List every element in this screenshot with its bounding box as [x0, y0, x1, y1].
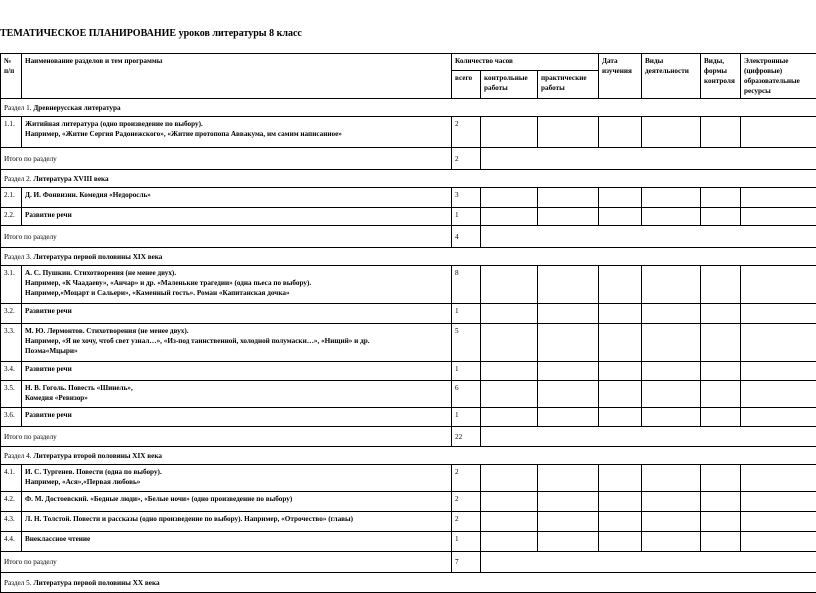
empty-cell	[538, 324, 599, 362]
empty-cell	[741, 208, 816, 226]
header-activities: Виды деятельности	[642, 54, 701, 99]
empty-cell	[642, 381, 701, 408]
empty-cell	[642, 266, 701, 304]
topic-row	[1, 465, 816, 492]
topic-name	[22, 465, 452, 492]
topic-num: 4.2.	[1, 492, 22, 512]
topic-name	[22, 512, 452, 532]
empty-cell	[599, 532, 642, 552]
topic-row	[1, 304, 816, 324]
empty-cell	[481, 381, 538, 408]
topic-num: 3.4.	[1, 362, 22, 381]
empty-cell	[481, 188, 538, 208]
section-label: Раздел 4.	[4, 452, 32, 460]
section-name: Литература второй половины XIX века	[33, 452, 162, 460]
topic-num: 4.4.	[1, 532, 22, 552]
topic-hours: 2	[452, 465, 481, 492]
empty-cell	[642, 512, 701, 532]
header-resources: Электронные (цифровые) образовательные ресурсы	[741, 54, 816, 99]
empty-cell	[642, 492, 701, 512]
subtotal-empty	[481, 226, 816, 248]
topic-num: 3.1.	[1, 266, 22, 304]
empty-cell	[701, 408, 741, 427]
header-hours: Количество часов	[452, 54, 599, 71]
empty-cell	[741, 381, 816, 408]
subtotal-row	[1, 427, 816, 447]
topic-num: 1.1.	[1, 117, 22, 148]
topic-hours: 2	[452, 492, 481, 512]
section-name: Литература XVIII века	[33, 175, 108, 183]
topic-name	[22, 208, 452, 226]
empty-cell	[538, 492, 599, 512]
empty-cell	[538, 532, 599, 552]
empty-cell	[538, 266, 599, 304]
subtotal-row	[1, 148, 816, 170]
empty-cell	[701, 492, 741, 512]
empty-cell	[538, 208, 599, 226]
empty-cell	[701, 532, 741, 552]
empty-cell	[741, 465, 816, 492]
topic-name	[22, 492, 452, 512]
empty-cell	[481, 304, 538, 324]
empty-cell	[642, 117, 701, 148]
empty-cell	[481, 208, 538, 226]
section-cell	[1, 573, 816, 593]
topic-line: Развитие речи	[25, 306, 448, 316]
topic-line: Развитие речи	[25, 210, 448, 220]
header-date: Дата изучения	[599, 54, 642, 99]
subtotal-hours: 22	[452, 427, 481, 447]
topic-row	[1, 324, 816, 362]
empty-cell	[741, 408, 816, 427]
topic-line: Н. В. Гоголь. Повесть «Шинель»,	[25, 383, 448, 393]
topic-num: 3.6.	[1, 408, 22, 427]
section-label: Раздел 2.	[4, 175, 32, 183]
section-row	[1, 248, 816, 266]
empty-cell	[741, 532, 816, 552]
subtotal-hours: 4	[452, 226, 481, 248]
empty-cell	[538, 465, 599, 492]
empty-cell	[538, 304, 599, 324]
topic-hours: 6	[452, 381, 481, 408]
empty-cell	[701, 362, 741, 381]
subtotal-empty	[481, 427, 816, 447]
empty-cell	[599, 408, 642, 427]
topic-row	[1, 532, 816, 552]
topic-name	[22, 381, 452, 408]
topic-line: Например,«Моцарт и Сальери», «Каменный гость». Роман «Капитанская дочка»	[25, 288, 448, 298]
topic-num: 3.2.	[1, 304, 22, 324]
topic-num: 4.1.	[1, 465, 22, 492]
topic-line: Развитие речи	[25, 410, 448, 420]
topic-hours: 1	[452, 532, 481, 552]
topic-hours: 1	[452, 208, 481, 226]
empty-cell	[599, 304, 642, 324]
section-label: Раздел 5.	[4, 579, 32, 587]
empty-cell	[642, 304, 701, 324]
topic-hours: 5	[452, 324, 481, 362]
empty-cell	[701, 117, 741, 148]
empty-cell	[538, 188, 599, 208]
topic-name	[22, 532, 452, 552]
empty-cell	[642, 362, 701, 381]
topic-row	[1, 188, 816, 208]
empty-cell	[701, 208, 741, 226]
empty-cell	[642, 532, 701, 552]
topic-num: 2.1.	[1, 188, 22, 208]
topic-name	[22, 188, 452, 208]
empty-cell	[481, 266, 538, 304]
empty-cell	[538, 117, 599, 148]
topic-hours: 1	[452, 304, 481, 324]
header-control: контрольные работы	[481, 71, 538, 99]
topic-line: Комедия «Ревизор»	[25, 393, 448, 403]
empty-cell	[741, 188, 816, 208]
empty-cell	[741, 492, 816, 512]
topic-line: Ф. М. Достоевский. «Бедные люди», «Белые ночи» (одно произведение по выбору)	[25, 494, 448, 504]
empty-cell	[701, 465, 741, 492]
empty-cell	[741, 117, 816, 148]
topic-num: 3.3.	[1, 324, 22, 362]
topic-num: 4.3.	[1, 512, 22, 532]
topic-num: 3.5.	[1, 381, 22, 408]
topic-line: Например, «Житие Сергия Радонежского», «Житие протопопа Аввакума, им самим написанное»	[25, 129, 448, 139]
topic-name	[22, 362, 452, 381]
empty-cell	[701, 266, 741, 304]
header-forms: Виды, формы контроля	[701, 54, 741, 99]
section-name: Литература первой половины XIX века	[33, 253, 162, 261]
section-row	[1, 447, 816, 465]
topic-hours: 8	[452, 266, 481, 304]
topic-row	[1, 266, 816, 304]
subtotal-empty	[481, 552, 816, 573]
empty-cell	[642, 208, 701, 226]
empty-cell	[481, 362, 538, 381]
topic-hours: 3	[452, 188, 481, 208]
section-cell	[1, 170, 816, 188]
empty-cell	[538, 512, 599, 532]
subtotal-label: Итого по разделу	[1, 226, 452, 248]
empty-cell	[538, 362, 599, 381]
header-total: всего	[452, 71, 481, 99]
empty-cell	[599, 492, 642, 512]
topic-line: Внеклассное чтение	[25, 534, 448, 544]
section-cell	[1, 447, 816, 465]
topic-row	[1, 381, 816, 408]
section-cell	[1, 248, 816, 266]
section-row	[1, 99, 816, 117]
header-num: № п/п	[1, 54, 22, 99]
empty-cell	[599, 117, 642, 148]
topic-line: М. Ю. Лермонтов. Стихотворения (не менее двух).	[25, 326, 448, 336]
topic-line: Житийная литература (одно произведение по выбору).	[25, 119, 448, 129]
empty-cell	[481, 465, 538, 492]
empty-cell	[481, 492, 538, 512]
section-cell	[1, 99, 816, 117]
section-row	[1, 170, 816, 188]
subtotal-empty	[481, 148, 816, 170]
subtotal-label: Итого по разделу	[1, 552, 452, 573]
section-name: Древнерусская литература	[33, 104, 120, 112]
empty-cell	[538, 381, 599, 408]
empty-cell	[642, 188, 701, 208]
empty-cell	[481, 408, 538, 427]
section-row	[1, 573, 816, 593]
topic-line: Д. И. Фонвизин. Комедия «Недоросль»	[25, 190, 448, 200]
empty-cell	[701, 512, 741, 532]
subtotal-hours: 7	[452, 552, 481, 573]
topic-row	[1, 362, 816, 381]
empty-cell	[538, 408, 599, 427]
topic-line: Например, «Я не хочу, чтоб свет узнал…», «Из-под таинственной, холодной полумаски…», «Нищий» и др.	[25, 336, 448, 346]
topic-hours: 2	[452, 117, 481, 148]
empty-cell	[741, 512, 816, 532]
empty-cell	[701, 324, 741, 362]
topic-row	[1, 512, 816, 532]
empty-cell	[741, 304, 816, 324]
section-name: Литература первой половины XX века	[33, 579, 159, 587]
subtotal-label: Итого по разделу	[1, 427, 452, 447]
empty-cell	[741, 324, 816, 362]
subtotal-label: Итого по разделу	[1, 148, 452, 170]
empty-cell	[599, 362, 642, 381]
topic-line: Например, «Ася»,«Первая любовь»	[25, 477, 448, 487]
page-title: ТЕМАТИЧЕСКОЕ ПЛАНИРОВАНИЕ уроков литературы 8 класс	[0, 28, 302, 39]
plan-table	[0, 53, 816, 593]
plan-table-body	[1, 99, 816, 593]
topic-hours: 1	[452, 362, 481, 381]
section-label: Раздел 1.	[4, 104, 32, 112]
empty-cell	[642, 324, 701, 362]
empty-cell	[599, 512, 642, 532]
topic-name	[22, 324, 452, 362]
topic-name	[22, 408, 452, 427]
topic-row	[1, 117, 816, 148]
empty-cell	[599, 266, 642, 304]
empty-cell	[741, 362, 816, 381]
topic-name	[22, 304, 452, 324]
topic-name	[22, 266, 452, 304]
subtotal-row	[1, 226, 816, 248]
topic-name	[22, 117, 452, 148]
subtotal-hours: 2	[452, 148, 481, 170]
empty-cell	[599, 208, 642, 226]
topic-line: Л. Н. Толстой. Повести и рассказы (одно произведение по выбору). Например, «Отрочество» (главы)	[25, 514, 448, 524]
empty-cell	[481, 324, 538, 362]
header-name: Наименование разделов и тем программы	[22, 54, 452, 99]
empty-cell	[481, 117, 538, 148]
topic-num: 2.2.	[1, 208, 22, 226]
empty-cell	[481, 532, 538, 552]
topic-row	[1, 408, 816, 427]
topic-line: Развитие речи	[25, 364, 448, 374]
empty-cell	[741, 266, 816, 304]
empty-cell	[642, 408, 701, 427]
empty-cell	[701, 188, 741, 208]
topic-hours: 1	[452, 408, 481, 427]
empty-cell	[599, 381, 642, 408]
topic-row	[1, 208, 816, 226]
header-practical: практические работы	[538, 71, 599, 99]
topic-line: Поэма«Мцыри»	[25, 346, 448, 356]
subtotal-row	[1, 552, 816, 573]
empty-cell	[481, 512, 538, 532]
topic-row	[1, 492, 816, 512]
topic-line: А. С. Пушкин. Стихотворения (не менее двух).	[25, 268, 448, 278]
section-label: Раздел 3.	[4, 253, 32, 261]
topic-line: И. С. Тургенев. Повести (одна по выбору).	[25, 467, 448, 477]
empty-cell	[701, 304, 741, 324]
topic-line: Например, «К Чаадаеву», «Анчар» и др. «Маленькие трагедии» (одна пьеса по выбору).	[25, 278, 448, 288]
empty-cell	[599, 465, 642, 492]
empty-cell	[701, 381, 741, 408]
empty-cell	[599, 324, 642, 362]
empty-cell	[599, 188, 642, 208]
empty-cell	[642, 465, 701, 492]
topic-hours: 2	[452, 512, 481, 532]
